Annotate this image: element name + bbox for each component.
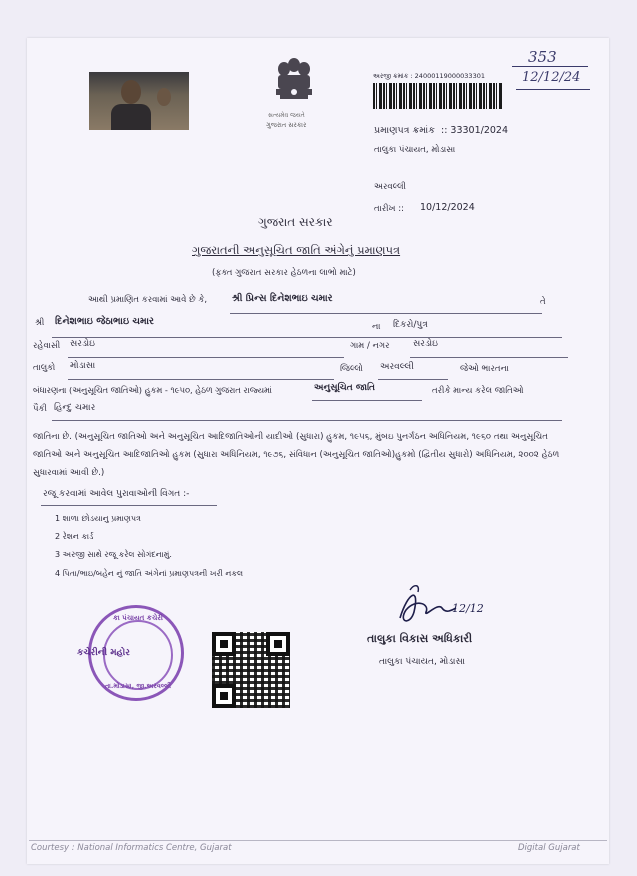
district-value: અરવલ્લી [380, 362, 414, 372]
certificate-number-label: પ્રમાણપત્ર ક્રમાંક [374, 125, 435, 136]
caste-prefix: પૈકી [33, 404, 47, 414]
evidence-heading: રજૂ કરવામાં આવેલ પુરાવાઓની વિગત :- [43, 489, 190, 499]
village-value: સરડોઇ [413, 339, 438, 349]
seal-middle-text: કચેરીની મહોર [77, 648, 130, 658]
handwritten-number: 353 [528, 48, 557, 66]
evidence-item: 3 અરજી સાથે રજૂ કરેલ સોગંદનામું. [55, 550, 172, 559]
constitution-text: બંધારણના (અનુસૂચિત જાતિઓ) હુકમ - ૧૯૫૦, હેઠળ ગુજરાત રાજ્યમાં [33, 385, 272, 395]
emblem-caption-1: સત્યમેવ જયતે [268, 112, 305, 119]
signature-icon [390, 582, 460, 630]
applicant-photo [89, 72, 189, 130]
office-seal [77, 605, 184, 701]
taluka-label: તાલુકો [33, 363, 56, 373]
barcode [373, 83, 503, 109]
date-label: તારીખ :: [374, 204, 404, 214]
certificate-title: ગુજરાતની અનુસૂચિત જાતિ અંગેનું પ્રમાણપત્ર [192, 243, 401, 257]
evidence-item: 4 પિતા/ભાઇ/બહેન નું જાતિ અંગેનાં પ્રમાણપત્રની ખરી નકલ [55, 569, 244, 578]
evidence-item: 2 રેશન કાર્ડ [55, 532, 94, 541]
resident-label: રહેવાસી [33, 341, 61, 351]
certificate-subtitle: (ફક્ત ગુજરાત સરકાર હેઠળના લાભો માટે) [212, 268, 356, 278]
certify-prefix: આથી પ્રમાણિત કરવામાં આવે છે કે, [88, 295, 208, 305]
footer-brand: Digital Gujarat [518, 843, 580, 853]
footer-courtesy: Courtesy : National Informatics Centre, Gujarat [31, 843, 232, 853]
qr-code [212, 632, 290, 708]
relation: દિકરો/પુત્ર [393, 320, 428, 330]
officer-title: તાલુકા વિકાસ અધિકારી [367, 632, 473, 645]
legal-paragraph: જાતિના છે. (અનુસૂચિત જાતિઓ અને અનુસૂચિત આદિજાતિઓની યાદીઓ (સુધારા) હુકમ, ૧૯૫૬, મુંબઇ પુનર્ગઠન અધિનિયમ, ૧૯૬૦ તથા અનુસૂચિત જાતિઓ અને અનુસૂચિત આદિજાતિઓ હુકમ (સુધારા અધિનિયમ, ૧૯૭૬, સંવિધાન (અનુસૂચિત જાતિઓ)હુકમો (દ્વિતીય સુધારો) અધિનિયમ, ૨૦૦૨ હેઠળ સુધારવામાં આવી છે.) [33, 432, 560, 478]
evidence-item: 1 શાળા છોડયાનુ પ્રમાણપત્ર [55, 514, 141, 523]
taluka-value: મોડાસા [70, 361, 96, 371]
na-label: ના [372, 322, 381, 332]
certificate-number: :: 33301/2024 [441, 125, 509, 136]
handwritten-date: 12/12/24 [522, 70, 581, 85]
resident-value: સરડોઇ [70, 339, 95, 349]
emblem-caption-2: ગુજરાત સરકાર [266, 121, 307, 129]
father-name: દિનેશભાઇ જેઠાભાઇ ચમાર [55, 316, 154, 327]
holder-name: શ્રી પ્રિન્સ દિનેશભાઇ ચમાર [232, 293, 333, 304]
caste-category: અનુસૂચિત જાતિ [314, 383, 375, 393]
government-title: ગુજરાત સરકાર [258, 215, 333, 229]
application-number: અરજી ક્રમાંક : 24000119000033301 [373, 72, 485, 80]
officer-office: તાલુકા પંચાયત, મોડાસા [379, 657, 465, 667]
holder-suffix: તે [540, 297, 546, 307]
signature-date: 12/12 [452, 602, 484, 615]
issue-date: 10/12/2024 [420, 202, 475, 213]
recognized-text: તરીકે માન્ય કરેલ જાતિઓ [432, 386, 524, 396]
district-label: જિલ્લો [340, 364, 363, 374]
shri-label: શ્રી [35, 318, 45, 328]
seal-top-text: કા પંચાયત કચેરી [113, 614, 163, 622]
issuing-office: તાલુકા પંચાયત, મોડાસા [374, 145, 456, 155]
district-name: અરવલ્લી [374, 182, 406, 192]
caste-value: હિન્દુ ચમાર [54, 403, 96, 413]
village-label: ગામ / નગર [350, 341, 390, 351]
seal-bottom-text: તા.મોડાસા, જી.અરવલ્લી [105, 682, 171, 690]
india-label: જેઓ ભારતના [460, 364, 509, 374]
